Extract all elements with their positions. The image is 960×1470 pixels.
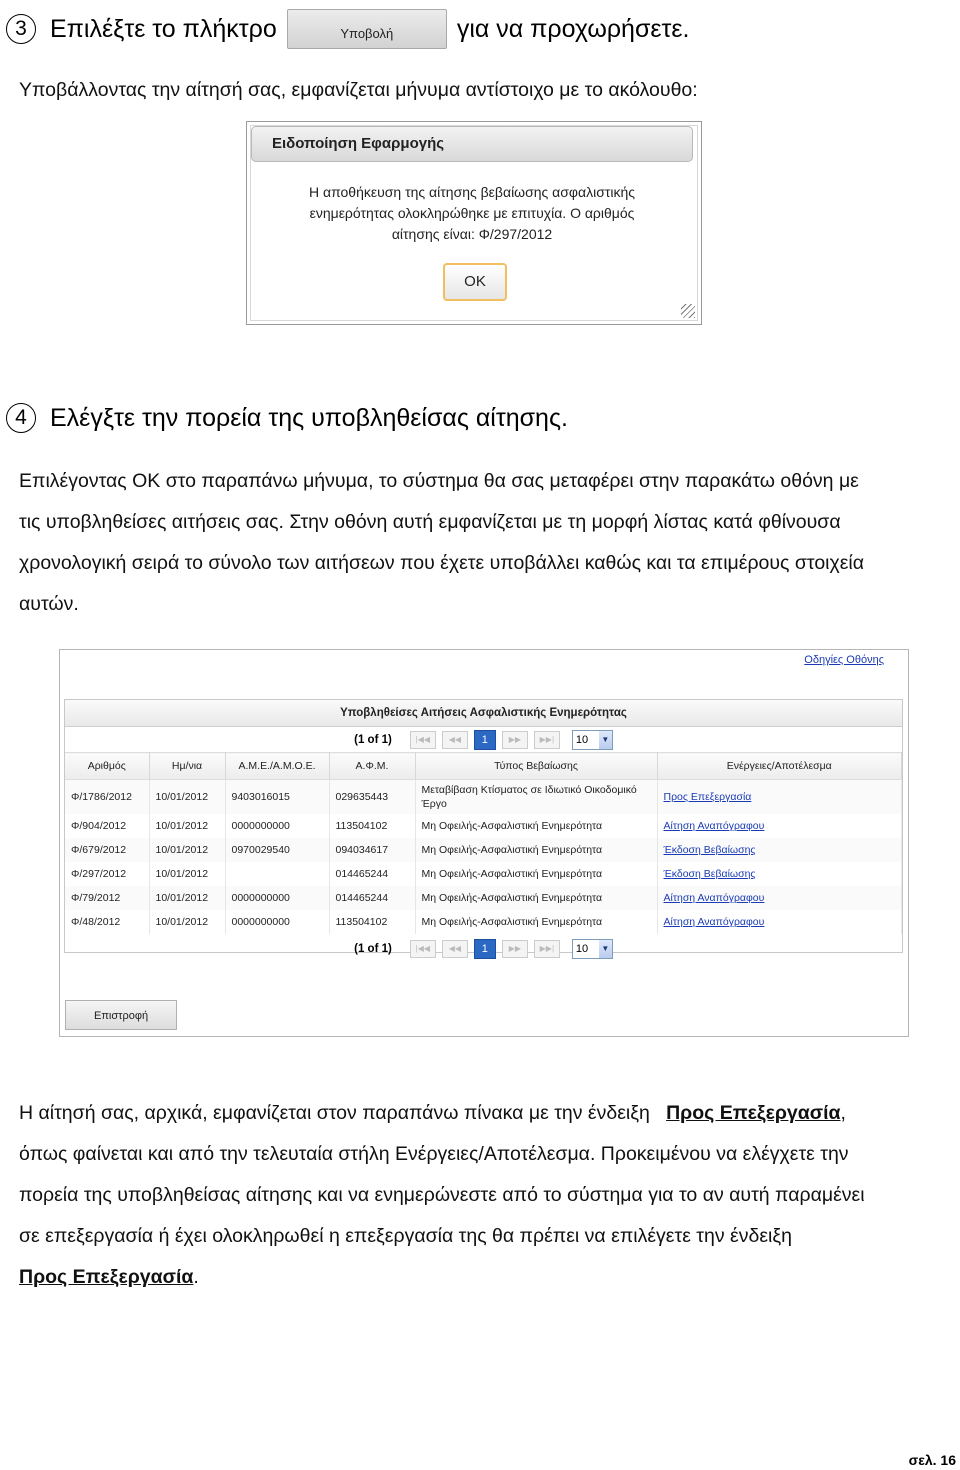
table-title: Υποβληθείσες Αιτήσεις Ασφαλιστικής Ενημερότητας <box>65 700 902 727</box>
page-number: σελ. 16 <box>908 1452 956 1468</box>
step-4-line <box>6 402 568 434</box>
paragraph-text: . <box>193 1266 199 1288</box>
paragraph-line: σε επεξεργασία ή έχει ολοκληρωθεί η επεξεργασία της θα πρέπει να επιλέγετε την ένδειξη <box>19 1225 792 1247</box>
column-header[interactable]: Ημ/νια <box>149 753 225 780</box>
page-size-select[interactable] <box>572 939 613 959</box>
cell-date: 10/01/2012 <box>149 910 225 934</box>
dialog-message-line: ενημερότητας ολοκληρώθηκε με επιτυχία. Ο αριθμός <box>309 205 635 221</box>
cell-date: 10/01/2012 <box>149 814 225 838</box>
pager-bottom <box>65 937 902 962</box>
step-3-line <box>6 9 690 49</box>
column-header[interactable]: Α.Μ.Ε./Α.Μ.Ο.Ε. <box>225 753 329 780</box>
cell-action-link[interactable]: Αίτηση Αναπόγραφου <box>657 814 902 838</box>
paragraph-line <box>19 1093 919 1134</box>
cell-action-link[interactable]: Αίτηση Αναπόγραφου <box>657 886 902 910</box>
table-row <box>65 910 902 934</box>
table-header-row <box>65 753 902 780</box>
dialog-message <box>267 182 677 245</box>
step-number-3: 3 <box>6 14 36 44</box>
first-page-button[interactable]: |◀◀ <box>410 940 436 958</box>
table-row <box>65 886 902 910</box>
cell-number: Φ/1786/2012 <box>65 780 149 814</box>
intro-submit-text: Υποβάλλοντας την αίτησή σας, εμφανίζεται μήνυμα αντίστοιχο με το ακόλουθο: <box>19 79 698 101</box>
paragraph-line: πορεία της υποβληθείσας αίτησης και να ενημερώνεστε από το σύστημα για το αν αυτή παραμένει <box>19 1184 865 1206</box>
table-row <box>65 780 902 814</box>
cell-ame: 0000000000 <box>225 814 329 838</box>
dialog-ok-button[interactable]: OK <box>443 263 507 301</box>
last-page-button[interactable]: ▶▶| <box>534 940 560 958</box>
cell-type: Μη Οφειλής-Ασφαλιστική Ενημερότητα <box>415 886 657 910</box>
table-row <box>65 814 902 838</box>
paragraph-line: όπως φαίνεται και από την τελευταία στήλη Ενέργειες/Αποτέλεσμα. Προκειμένου να ελέγχετε την <box>19 1143 849 1165</box>
paragraph-line: χρονολογική σειρά το σύνολο των αιτήσεων που έχετε υποβάλλει καθώς και τα επιμέρους στοιχεία <box>19 552 865 574</box>
next-page-button[interactable]: ▶▶ <box>502 940 528 958</box>
cell-number: Φ/904/2012 <box>65 814 149 838</box>
current-page-button[interactable]: 1 <box>474 939 496 959</box>
cell-number: Φ/679/2012 <box>65 838 149 862</box>
column-header[interactable]: Τύπος Βεβαίωσης <box>415 753 657 780</box>
page-size-value: 10 <box>575 733 589 746</box>
applications-table <box>65 752 902 934</box>
paragraph-line <box>19 1257 919 1298</box>
first-page-button[interactable]: |◀◀ <box>410 731 436 749</box>
cell-type: Μεταβίβαση Κτίσματος σε Ιδιωτικό Οικοδομικό Έργο <box>415 780 657 814</box>
cell-type: Μη Οφειλής-Ασφαλιστική Ενημερότητα <box>415 862 657 886</box>
column-header[interactable]: Α.Φ.Μ. <box>329 753 415 780</box>
screen-help-link[interactable]: Οδηγίες Οθόνης <box>804 654 884 666</box>
step-3-text-before: Επιλέξτε το πλήκτρο <box>50 15 277 43</box>
paragraph-line: τις υποβληθείσες αιτήσεις σας. Στην οθόνη αυτή εμφανίζεται με τη μορφή λίστας κατά φθίνουσα <box>19 511 841 533</box>
last-page-button[interactable]: ▶▶| <box>534 731 560 749</box>
cell-number: Φ/48/2012 <box>65 910 149 934</box>
resize-grip-icon[interactable] <box>681 304 695 318</box>
cell-number: Φ/297/2012 <box>65 862 149 886</box>
cell-action-link[interactable]: Έκδοση Βεβαίωσης <box>657 862 902 886</box>
chevron-down-icon: ▼ <box>599 940 612 958</box>
column-header[interactable]: Ενέργειες/Αποτέλεσμα <box>657 753 902 780</box>
cell-date: 10/01/2012 <box>149 838 225 862</box>
cell-afm: 094034617 <box>329 838 415 862</box>
table-row <box>65 862 902 886</box>
cell-type: Μη Οφειλής-Ασφαλιστική Ενημερότητα <box>415 838 657 862</box>
page-size-value: 10 <box>575 943 589 955</box>
submit-button-image: Υποβολή <box>287 9 447 49</box>
cell-date: 10/01/2012 <box>149 862 225 886</box>
cell-ame: 0000000000 <box>225 910 329 934</box>
back-button[interactable]: Επιστροφή <box>65 1000 177 1030</box>
prev-page-button[interactable]: ◀◀ <box>442 731 468 749</box>
paragraph-instructions <box>19 1093 919 1298</box>
dialog-title: Ειδοποίηση Εφαρμογής <box>251 126 693 162</box>
cell-afm: 014465244 <box>329 862 415 886</box>
dialog-message-line: αίτησης είναι: Φ/297/2012 <box>391 226 553 242</box>
cell-date: 10/01/2012 <box>149 886 225 910</box>
applications-screen <box>59 649 909 1037</box>
paragraph-line: αυτών. <box>19 593 79 615</box>
cell-action-link[interactable]: Έκδοση Βεβαίωσης <box>657 838 902 862</box>
cell-afm: 029635443 <box>329 780 415 814</box>
pager-top <box>65 727 902 752</box>
page-count: (1 of 1) <box>354 943 392 955</box>
cell-action-link[interactable]: Προς Επεξεργασία <box>657 780 902 814</box>
step-3-text-after: για να προχωρήσετε. <box>456 15 690 43</box>
status-marker: Προς Επεξεργασία <box>19 1266 194 1288</box>
current-page-button[interactable]: 1 <box>474 730 496 750</box>
cell-afm: 113504102 <box>329 814 415 838</box>
status-marker: Προς Επεξεργασία <box>666 1102 841 1124</box>
notification-dialog <box>246 121 702 325</box>
paragraph-text: , <box>840 1102 846 1124</box>
next-page-button[interactable]: ▶▶ <box>502 731 528 749</box>
cell-ame <box>225 862 329 886</box>
cell-ame: 9403016015 <box>225 780 329 814</box>
cell-number: Φ/79/2012 <box>65 886 149 910</box>
cell-date: 10/01/2012 <box>149 780 225 814</box>
cell-type: Μη Οφειλής-Ασφαλιστική Ενημερότητα <box>415 910 657 934</box>
prev-page-button[interactable]: ◀◀ <box>442 940 468 958</box>
step-number-4: 4 <box>6 403 36 433</box>
cell-ame: 0000000000 <box>225 886 329 910</box>
page-size-select[interactable] <box>572 730 613 750</box>
column-header[interactable]: Αριθμός <box>65 753 149 780</box>
page-count: (1 of 1) <box>354 733 392 746</box>
paragraph-line: Επιλέγοντας ΟΚ στο παραπάνω μήνυμα, το σύστημα θα σας μεταφέρει στην παρακάτω οθόνη με <box>19 470 859 492</box>
cell-afm: 113504102 <box>329 910 415 934</box>
cell-action-link[interactable]: Αίτηση Αναπόγραφου <box>657 910 902 934</box>
paragraph-text: Η αίτησή σας, αρχικά, εμφανίζεται στον παραπάνω πίνακα με την ένδειξη <box>19 1102 650 1124</box>
cell-ame: 0970029540 <box>225 838 329 862</box>
table-row <box>65 838 902 862</box>
cell-type: Μη Οφειλής-Ασφαλιστική Ενημερότητα <box>415 814 657 838</box>
applications-table-container <box>64 699 903 953</box>
dialog-message-line: Η αποθήκευση της αίτησης βεβαίωσης ασφαλιστικής <box>308 184 636 200</box>
chevron-down-icon: ▼ <box>599 731 612 749</box>
paragraph-description <box>19 461 919 625</box>
cell-afm: 014465244 <box>329 886 415 910</box>
step-4-text: Ελέγξτε την πορεία της υποβληθείσας αίτησης. <box>50 404 568 432</box>
